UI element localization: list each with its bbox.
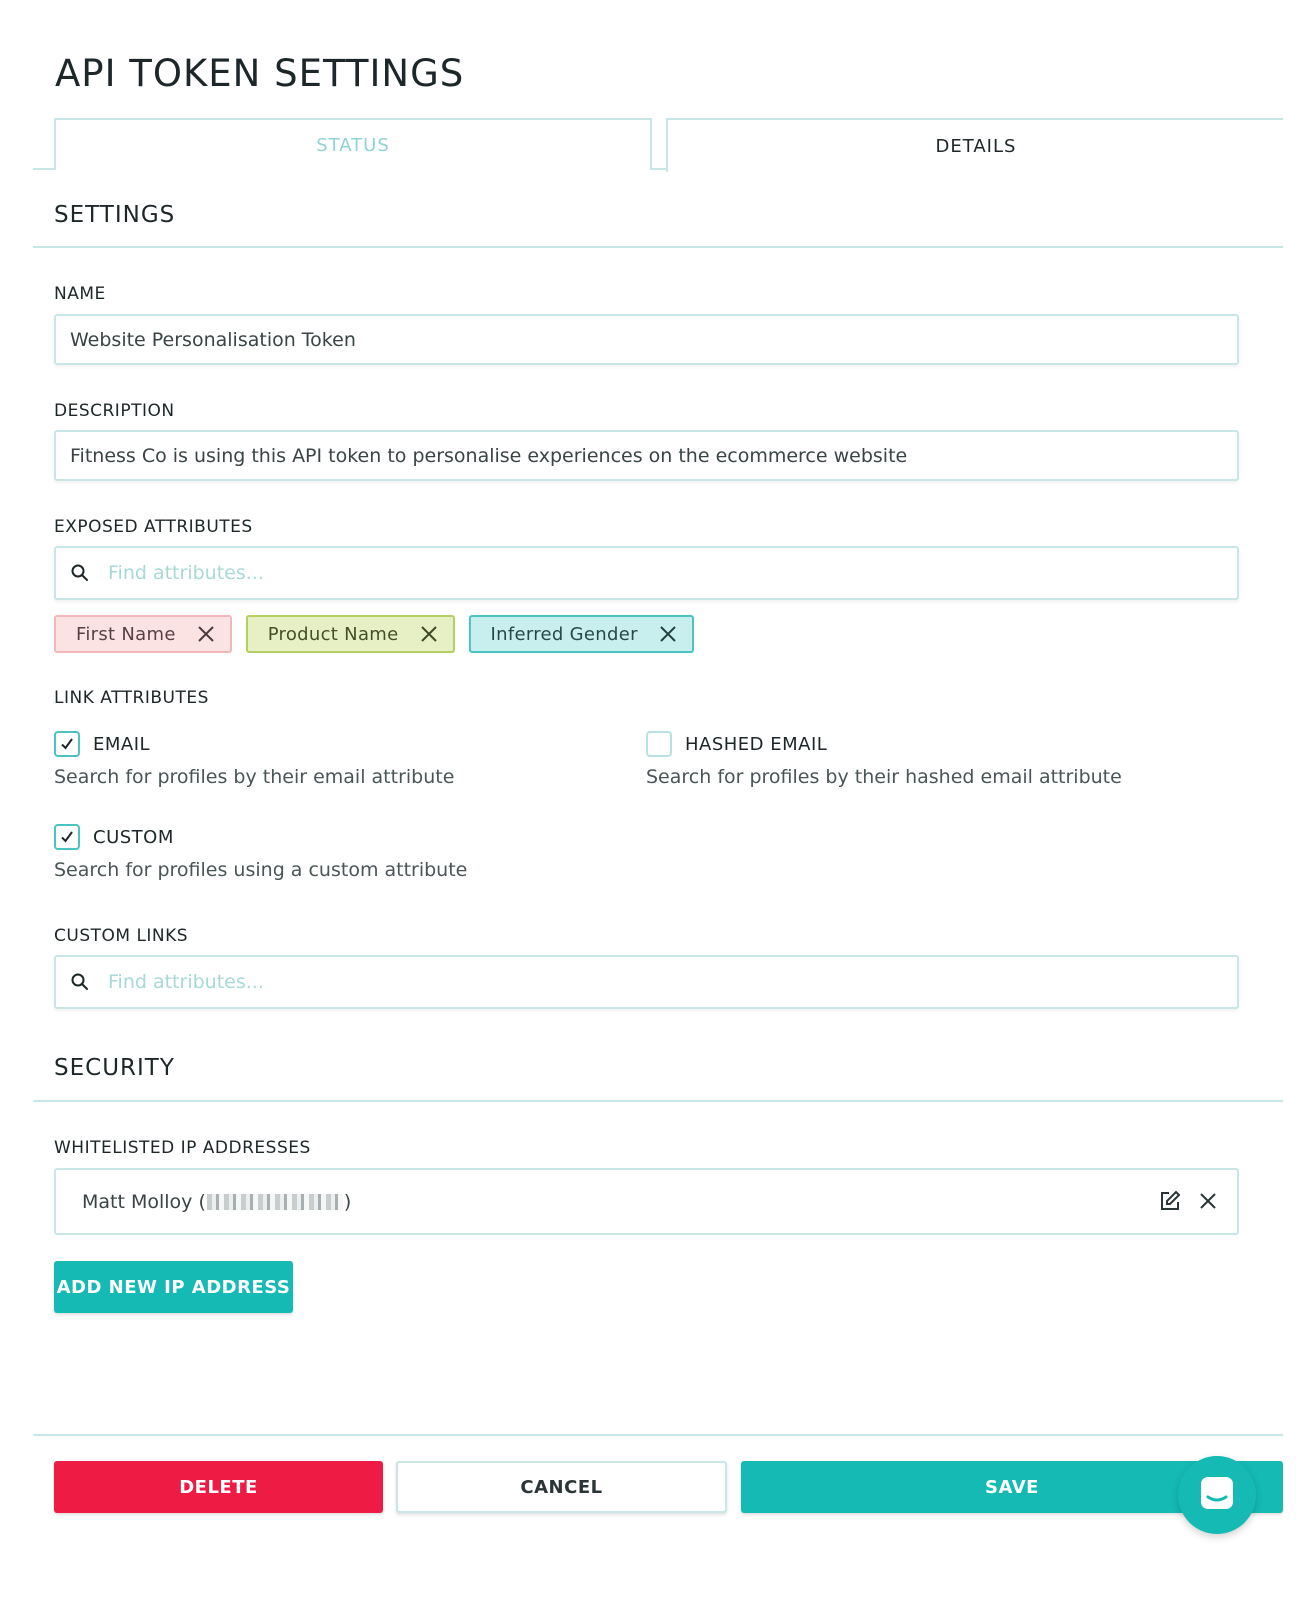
security-heading: SECURITY: [54, 1055, 175, 1081]
description-field[interactable]: [54, 430, 1239, 481]
edit-icon[interactable]: [1159, 1190, 1181, 1212]
delete-button[interactable]: DELETE: [54, 1461, 383, 1513]
custom-links-placeholder: Find attributes...: [108, 971, 264, 993]
add-ip-address-button[interactable]: ADD NEW IP ADDRESS: [54, 1261, 293, 1313]
chip-label: First Name: [76, 623, 176, 645]
exposed-attributes-search-input[interactable]: [54, 546, 1239, 600]
custom-option[interactable]: [54, 824, 174, 850]
settings-divider: [33, 246, 1283, 248]
email-option-label: EMAIL: [93, 733, 151, 755]
name-label: NAME: [54, 284, 106, 304]
custom-option-label: CUSTOM: [93, 826, 174, 848]
hashed-email-option-label: HASHED EMAIL: [685, 733, 828, 755]
close-icon[interactable]: [1197, 1190, 1219, 1212]
api-token-settings-panel: [33, 32, 1283, 1568]
ip-entry-actions: [1159, 1190, 1219, 1212]
name-value: Website Personalisation Token: [70, 328, 356, 351]
whitelisted-ip-label: WHITELISTED IP ADDRESSES: [54, 1138, 311, 1158]
chip-label: Inferred Gender: [490, 623, 638, 645]
security-divider: [33, 1100, 1283, 1102]
settings-heading: SETTINGS: [54, 202, 176, 228]
chat-icon: [1199, 1475, 1235, 1515]
close-icon[interactable]: [419, 624, 439, 644]
check-icon: [59, 736, 75, 752]
chip-product-name: [246, 615, 455, 653]
save-button[interactable]: SAVE: [741, 1461, 1283, 1513]
page-title: API TOKEN SETTINGS: [55, 52, 465, 95]
email-checkbox[interactable]: [54, 731, 80, 757]
custom-checkbox[interactable]: [54, 824, 80, 850]
footer-divider: [33, 1434, 1283, 1436]
email-option[interactable]: [54, 731, 150, 757]
whitelisted-ip-entry: [54, 1168, 1239, 1235]
ip-entry-name: Matt Molloy (: [82, 1190, 206, 1213]
description-value: Fitness Co is using this API token to personalise experiences on the ecommerce website: [70, 444, 908, 467]
hashed-email-option[interactable]: [646, 731, 827, 757]
close-icon[interactable]: [658, 624, 678, 644]
exposed-attribute-chips: [54, 615, 694, 653]
search-icon: [70, 972, 90, 992]
tab-details[interactable]: DETAILS: [666, 118, 1283, 172]
custom-help-text: Search for profiles using a custom attribute: [54, 859, 468, 881]
link-attributes-label: LINK ATTRIBUTES: [54, 688, 209, 708]
email-help-text: Search for profiles by their email attribute: [54, 766, 455, 788]
name-field[interactable]: [54, 314, 1239, 365]
exposed-attributes-label: EXPOSED ATTRIBUTES: [54, 517, 253, 537]
ip-address-redacted: [207, 1194, 343, 1210]
close-icon[interactable]: [196, 624, 216, 644]
ip-entry-suffix: ): [343, 1190, 352, 1213]
cancel-button[interactable]: CANCEL: [396, 1461, 727, 1513]
search-icon: [70, 563, 90, 583]
description-label: DESCRIPTION: [54, 401, 175, 421]
custom-links-search-input[interactable]: [54, 955, 1239, 1009]
chip-first-name: [54, 615, 232, 653]
custom-links-label: CUSTOM LINKS: [54, 926, 189, 946]
chip-inferred-gender: [469, 615, 694, 653]
hashed-email-checkbox[interactable]: [646, 731, 672, 757]
chat-launcher-button[interactable]: [1178, 1456, 1256, 1534]
hashed-email-help-text: Search for profiles by their hashed email attribute: [646, 766, 1122, 788]
exposed-attributes-placeholder: Find attributes...: [108, 562, 264, 584]
tab-status[interactable]: STATUS: [54, 118, 652, 170]
check-icon: [59, 829, 75, 845]
chip-label: Product Name: [267, 623, 399, 645]
tab-bar: [33, 118, 1283, 170]
